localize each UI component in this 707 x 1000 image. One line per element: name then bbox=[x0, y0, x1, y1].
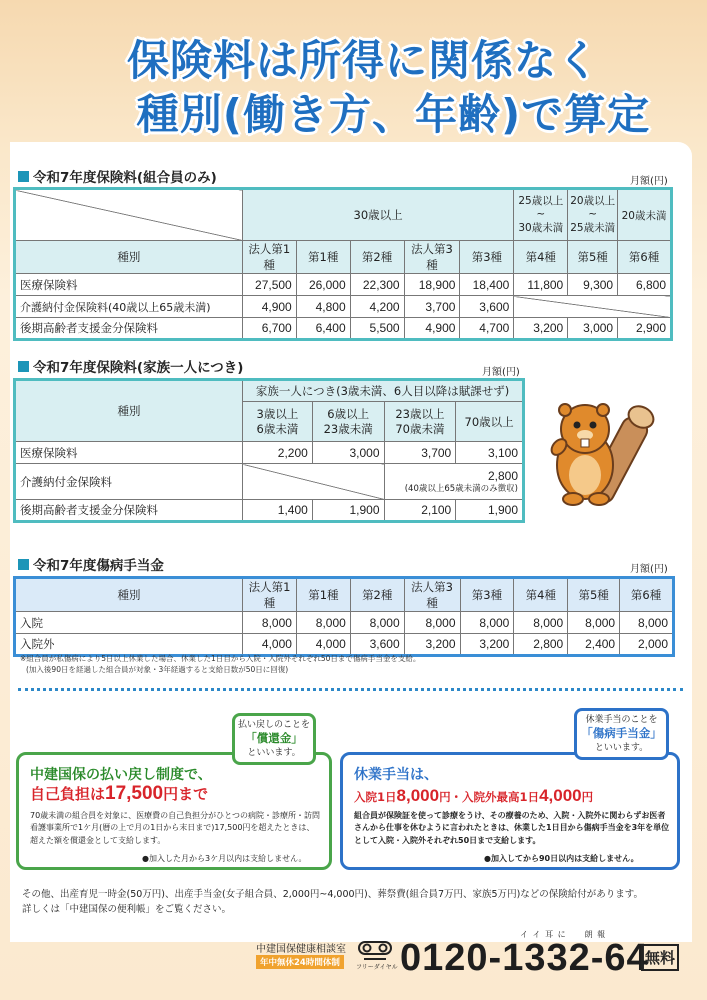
row-label: 医療保険料 bbox=[15, 442, 243, 464]
cell: 3,200 bbox=[404, 634, 460, 656]
cell: 8,000 bbox=[514, 612, 568, 634]
section3-unit: 月額(円) bbox=[630, 564, 668, 575]
square-bullet-icon bbox=[18, 559, 29, 570]
consult-office: 中建国保健康相談室 bbox=[256, 944, 346, 955]
col-header: 第1種 bbox=[296, 241, 350, 274]
footer-benefits-line: その他、出産育児一時金(50万円)、出産手当金(女子組合員、2,000円~4,000円)、葬祭費(組合員7万円、家族5万円)などの保険給付があります。 bbox=[22, 889, 644, 900]
row-label: 後期高齢者支援金分保険料 bbox=[15, 318, 243, 340]
cell: 3,600 bbox=[460, 296, 514, 318]
cell: 8,000 bbox=[243, 612, 297, 634]
col-header: 3歳以上 6歳未満 bbox=[243, 402, 313, 442]
cell: 26,000 bbox=[296, 274, 350, 296]
section1-unit: 月額(円) bbox=[630, 176, 668, 187]
phone-number[interactable]: 0120-1332-64 bbox=[400, 937, 649, 979]
freedial-label: フリーダイヤル bbox=[356, 964, 398, 971]
col-label: 種別 bbox=[15, 241, 243, 274]
row-label: 後期高齢者支援金分保険料 bbox=[15, 500, 243, 522]
group-header: 家族一人につき(3歳未満、6人目以降は賦課せず) bbox=[243, 380, 524, 402]
table-row bbox=[15, 442, 524, 464]
cell: 3,000 bbox=[312, 442, 384, 464]
cell: 2,100 bbox=[384, 500, 456, 522]
col-header: 第3種 bbox=[460, 578, 514, 612]
col-header: 法人第1種 bbox=[242, 241, 296, 274]
hours-badge: 年中無休24時間体制 bbox=[256, 955, 344, 969]
cell: 8,000 bbox=[404, 612, 460, 634]
footnote-1: ※組合員が私傷病により5日以上休業した場合、休業した1日目から入院・入院外それぞれ50日まで傷病手当金を支給。 bbox=[20, 654, 421, 663]
cell: 8,000 bbox=[460, 612, 514, 634]
col-header: 第6種 bbox=[618, 241, 672, 274]
row-label: 介護納付金保険料 bbox=[15, 464, 243, 500]
care-premium-cell: 2,800 (40歳以上65歳未満のみ徴収) bbox=[384, 464, 523, 500]
section2-title: 令和7年度保険料(家族一人につき) bbox=[18, 356, 243, 376]
row-label: 入院 bbox=[15, 612, 243, 634]
phone-ruby: イ イ 耳 に 朗 報 bbox=[520, 930, 607, 939]
cell: 3,200 bbox=[514, 318, 568, 340]
cell: 4,900 bbox=[242, 296, 296, 318]
col-header: 第2種 bbox=[350, 241, 404, 274]
headline-line1: 保険料は所得に関係なく bbox=[126, 36, 600, 85]
col-header: 第5種 bbox=[568, 241, 618, 274]
cell: 5,500 bbox=[350, 318, 404, 340]
table-row bbox=[15, 464, 524, 500]
row-label: 医療保険料 bbox=[15, 274, 243, 296]
empty-diagonal-cell bbox=[514, 296, 672, 318]
cell: 2,200 bbox=[243, 442, 313, 464]
cell: 6,400 bbox=[296, 318, 350, 340]
table-row bbox=[15, 274, 672, 296]
cell: 1,900 bbox=[456, 500, 524, 522]
cell: 3,600 bbox=[350, 634, 404, 656]
col-header: 第6種 bbox=[620, 578, 674, 612]
col-header: 第5種 bbox=[568, 578, 620, 612]
col-header: 第1種 bbox=[296, 578, 350, 612]
cell: 4,200 bbox=[350, 296, 404, 318]
row-label: 介護納付金保険料(40歳以上65歳未満) bbox=[15, 296, 243, 318]
refund-body: 70歳未満の組合員を対象に、医療費の自己負担分がひとつの病院・診療所・訪問看護事業所で1ケ月(暦の上で月の1日から末日まで)17,500円を超えたときは、超えた額を償還金として支給します。 bbox=[30, 811, 321, 845]
cell: 27,500 bbox=[242, 274, 296, 296]
header-25: 25歳以上 ~ 30歳未満 bbox=[514, 189, 568, 241]
cell: 3,700 bbox=[384, 442, 456, 464]
cell: 1,400 bbox=[243, 500, 313, 522]
premium-table-family bbox=[13, 378, 525, 523]
cell: 22,300 bbox=[350, 274, 404, 296]
cell: 18,900 bbox=[404, 274, 460, 296]
col-header: 第3種 bbox=[460, 241, 514, 274]
cell: 2,800 bbox=[514, 634, 568, 656]
cell: 6,800 bbox=[618, 274, 672, 296]
col-header: 6歳以上 23歳未満 bbox=[312, 402, 384, 442]
col-header: 70歳以上 bbox=[456, 402, 524, 442]
cell: 2,900 bbox=[618, 318, 672, 340]
freedial-icon bbox=[358, 941, 392, 961]
cell: 18,400 bbox=[460, 274, 514, 296]
cell: 3,700 bbox=[404, 296, 460, 318]
col-header: 法人第3種 bbox=[404, 241, 460, 274]
col-header: 第2種 bbox=[350, 578, 404, 612]
table-row bbox=[15, 318, 672, 340]
sickness-body: 組合員が保険証を使って診療をうけ、その療養のため、入院・入院外に関わらずお医者さんから仕事を休むように言われたときは、休業した1日目から傷病手当金を3年を単位として入院・入院外それぞれ50日まで支給します。 bbox=[354, 811, 670, 845]
cell: 3,100 bbox=[456, 442, 524, 464]
premium-table-members bbox=[13, 187, 673, 341]
header-30: 30歳以上 bbox=[242, 189, 514, 241]
dotted-divider bbox=[18, 688, 683, 691]
cell: 3,000 bbox=[568, 318, 618, 340]
header-under20: 20歳未満 bbox=[618, 189, 672, 241]
empty-diagonal-cell bbox=[243, 464, 384, 500]
headline-line2: 種別(働き方、年齢)で算定 bbox=[136, 90, 651, 139]
cell: 4,900 bbox=[404, 318, 460, 340]
cell: 9,300 bbox=[568, 274, 618, 296]
refund-tag: 払い戻しのことを 「償還金」 といいます。 bbox=[232, 713, 316, 765]
cell: 8,000 bbox=[568, 612, 620, 634]
cell: 11,800 bbox=[514, 274, 568, 296]
refund-title-2: 自己負担は17,500円まで bbox=[30, 783, 209, 804]
free-badge: 無料 bbox=[641, 944, 679, 971]
cell: 8,000 bbox=[296, 612, 350, 634]
sickness-title: 休業手当は、 bbox=[354, 767, 438, 783]
section3-title: 令和7年度傷病手当金 bbox=[18, 554, 164, 574]
footnote-2: (加入後90日を経過した組合員が対象・3年経過すると支給日数が50日に回復) bbox=[26, 665, 289, 674]
cell: 2,000 bbox=[620, 634, 674, 656]
col-header: 23歳以上 70歳未満 bbox=[384, 402, 456, 442]
cell: 1,900 bbox=[312, 500, 384, 522]
refund-title-1: 中建国保の払い戻し制度で、 bbox=[30, 767, 212, 783]
square-bullet-icon bbox=[18, 361, 29, 372]
beaver-mascot-illustration bbox=[545, 395, 675, 510]
cell: 4,800 bbox=[296, 296, 350, 318]
table-row bbox=[15, 296, 672, 318]
sickness-note: ●加入してから90日以内は支給しません。 bbox=[484, 854, 639, 863]
refund-note: ●加入した月から3ケ月以内は支給しません。 bbox=[142, 854, 307, 863]
col-header: 法人第3種 bbox=[404, 578, 460, 612]
col-header: 第4種 bbox=[514, 241, 568, 274]
section1-title: 令和7年度保険料(組合員のみ) bbox=[18, 166, 217, 186]
cell: 4,000 bbox=[243, 634, 297, 656]
sickness-amounts: 入院1日8,000円・入院外最高1日4,000円 bbox=[354, 786, 594, 805]
section2-unit: 月額(円) bbox=[482, 367, 520, 378]
footer-guide-line: 詳しくは「中建国保の便利帳」をご覧ください。 bbox=[22, 904, 232, 915]
cell: 8,000 bbox=[350, 612, 404, 634]
cell: 8,000 bbox=[620, 612, 674, 634]
col-header: 第4種 bbox=[514, 578, 568, 612]
header-20: 20歳以上 ~ 25歳未満 bbox=[568, 189, 618, 241]
sickness-allowance-table bbox=[13, 576, 675, 657]
square-bullet-icon bbox=[18, 171, 29, 182]
col-header: 法人第1種 bbox=[243, 578, 297, 612]
cell: 3,200 bbox=[460, 634, 514, 656]
col-label: 種別 bbox=[15, 380, 243, 442]
cell: 2,400 bbox=[568, 634, 620, 656]
cell: 4,000 bbox=[296, 634, 350, 656]
table-row bbox=[15, 500, 524, 522]
sickness-tag: 休業手当のことを 「傷病手当金」 といいます。 bbox=[574, 708, 669, 760]
row-label: 入院外 bbox=[15, 634, 243, 656]
table-row bbox=[15, 612, 674, 634]
header-diagonal bbox=[15, 189, 243, 241]
col-label: 種別 bbox=[15, 578, 243, 612]
cell: 6,700 bbox=[242, 318, 296, 340]
cell: 4,700 bbox=[460, 318, 514, 340]
